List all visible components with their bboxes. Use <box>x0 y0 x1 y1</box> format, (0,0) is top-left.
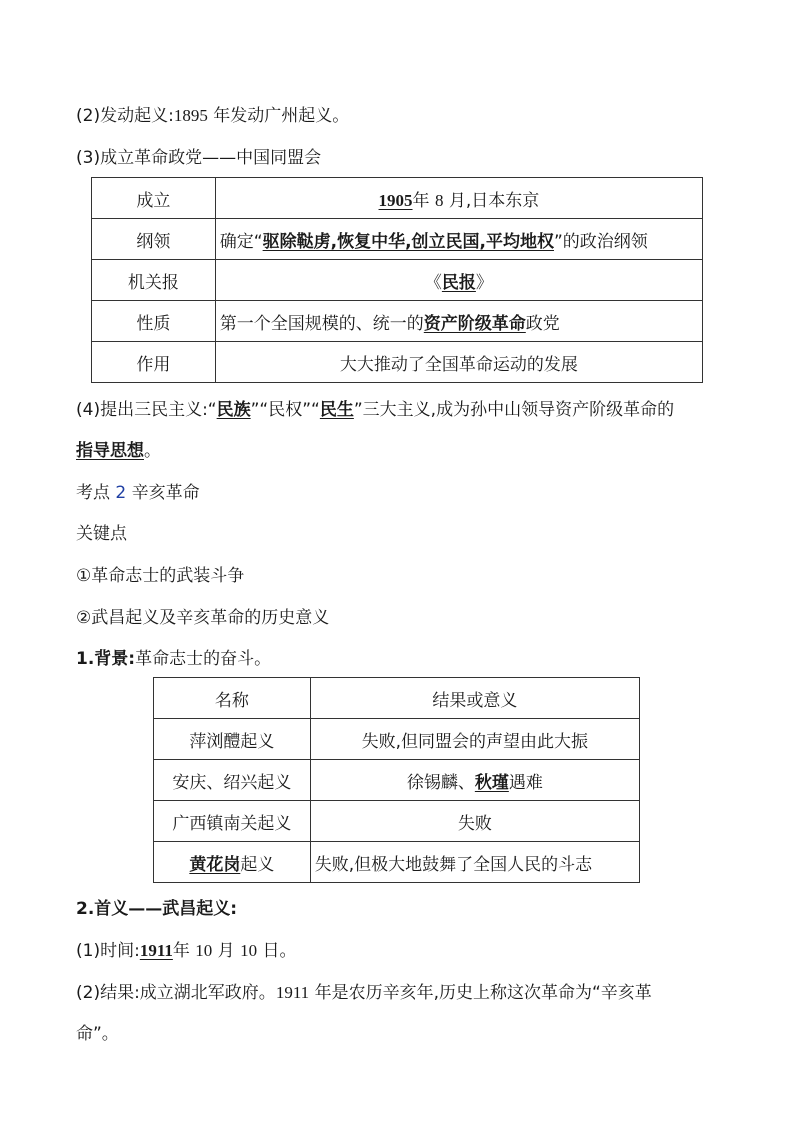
key-point-1: ①革命志士的武装斗争 <box>76 566 245 586</box>
background-heading: 1.背景:革命志士的奋斗。 <box>76 649 272 669</box>
uprising-rest: 年发动广州起义。 <box>207 106 350 126</box>
row-label: 纲领 <box>92 219 216 260</box>
table-header-row <box>154 678 640 719</box>
guiding-ideology: 指导思想 <box>76 441 144 461</box>
key-point-2: ②武昌起义及辛亥革命的历史意义 <box>76 608 330 628</box>
row-label: 性质 <box>92 301 216 342</box>
paragraph-result-cont: 命”。 <box>76 1024 119 1044</box>
table-row <box>92 342 703 383</box>
table-row <box>92 178 703 219</box>
table-row: 萍浏醴起义 失败,但同盟会的声望由此大振 <box>154 719 640 760</box>
table-row: 黄花岗起义 失败,但极大地鼓舞了全国人民的斗志 <box>154 842 640 883</box>
section-number: 2 <box>115 483 127 503</box>
tongmenghui-table <box>91 177 703 383</box>
paragraph-three-principles: (4)提出三民主义:“民族”“民权”“民生”三大主义,成为孙中山领导资产阶级革命的 <box>76 400 675 420</box>
newspaper-name: 民报 <box>441 272 476 293</box>
paragraph-three-principles-cont: 指导思想。 <box>76 441 161 461</box>
wuchang-heading: 2.首义——武昌起义: <box>76 899 238 919</box>
qiu-jin: 秋瑾 <box>474 772 509 793</box>
table-row: 广西镇南关起义 失败 <box>154 801 640 842</box>
row-label: 作用 <box>92 342 216 383</box>
row-value: 《民报》 <box>215 260 702 301</box>
paragraph-party: (3)成立革命政党——中国同盟会 <box>76 148 322 168</box>
table-row <box>92 219 703 260</box>
uprising-prefix: (2)发动起义: <box>76 106 174 126</box>
section-heading: 考点 2 辛亥革命 <box>76 483 200 503</box>
key-points-label: 关键点 <box>76 524 127 544</box>
row-value: 确定“驱除鞑虏,恢复中华,创立民国,平均地权”的政治纲领 <box>215 219 702 260</box>
table-row: 安庆、绍兴起义 徐锡麟、秋瑾遇难 <box>154 760 640 801</box>
uprising-year: 1895 <box>173 106 208 125</box>
paragraph-uprising <box>76 104 349 128</box>
program-text: 驱除鞑虏,恢复中华,创立民国,平均地权 <box>262 231 554 252</box>
paragraph-result: (2)结果:成立湖北军政府。1911 年是农历辛亥年,历史上称这次革命为“辛亥革 <box>76 983 652 1003</box>
row-value: 大大推动了全国革命运动的发展 <box>215 342 702 383</box>
huanghuagang: 黄花岗 <box>189 854 241 875</box>
row-value: 第一个全国规模的、统一的资产阶级革命政党 <box>215 301 702 342</box>
row-label: 成立 <box>92 178 216 219</box>
row-value: 1905年 8 月,日本东京 <box>215 178 702 219</box>
uprisings-table <box>153 677 640 883</box>
principle-nationalism: 民族 <box>216 400 251 420</box>
header-name: 名称 <box>154 678 311 719</box>
party-nature: 资产阶级革命 <box>423 313 526 334</box>
table-row <box>92 260 703 301</box>
table-row <box>92 301 703 342</box>
founding-year: 1905 <box>378 190 413 210</box>
row-label: 机关报 <box>92 260 216 301</box>
principle-livelihood: 民生 <box>319 400 354 420</box>
paragraph-time: (1)时间:1911年 10 月 10 日。 <box>76 941 297 961</box>
header-result: 结果或意义 <box>310 678 639 719</box>
wuchang-year: 1911 <box>139 941 173 960</box>
